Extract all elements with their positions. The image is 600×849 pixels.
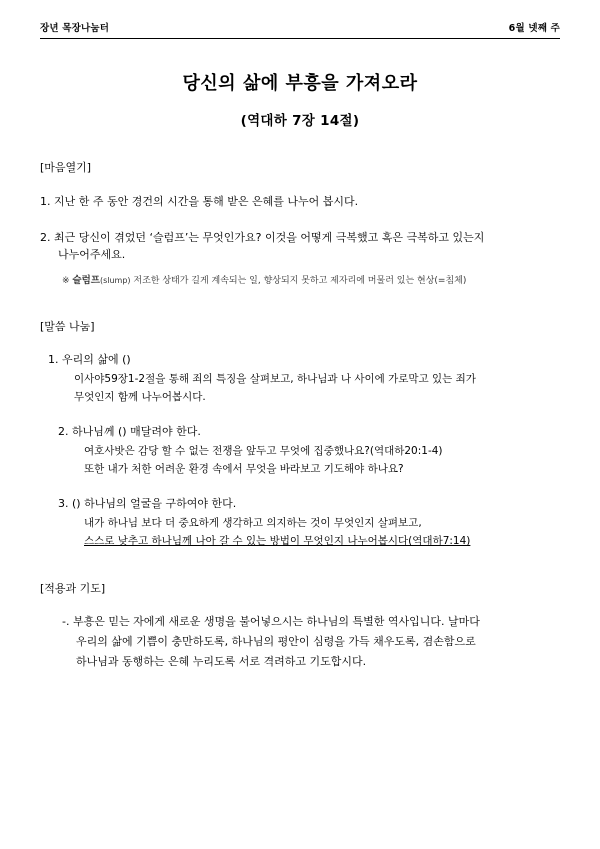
footnote-term-english: (slump) <box>99 275 131 285</box>
section-heading-opening: [마음열기] <box>40 161 92 174</box>
question-1-line-2: 무엇인지 함께 나누어봅시다. <box>74 390 206 403</box>
question-3-line-1: 내가 하나님 보다 더 중요하게 생각하고 의지하는 것이 무엇인지 살펴보고, <box>84 516 422 529</box>
document-subtitle: (역대하 7장 14절) <box>240 113 360 129</box>
footnote-mark: ※ <box>62 275 70 286</box>
question-2-line-2: 또한 내가 처한 어려운 환경 속에서 무엇을 바라보고 기도해야 하나요? <box>84 462 404 475</box>
question-2-prompt <box>58 422 560 441</box>
application-bullet-item <box>62 612 560 671</box>
opening-item-1: 1. 지난 한 주 동안 경건의 시간을 통해 받은 은혜를 나누어 봅시다. <box>40 195 359 208</box>
question-3-lead: 3. ( <box>58 497 77 511</box>
document-title: 당신의 삶에 부흥을 가져오라 <box>182 73 418 94</box>
document-content <box>40 20 560 829</box>
application-line-1-text: 부흥은 믿는 자에게 새로운 생명을 불어넣으시는 하나님의 특별한 역사입니다. 날마다 <box>72 615 480 629</box>
application-line-2: 우리의 삶에 기쁨이 충만하도록, 하나님의 평안이 심령을 가득 채우도록, 겸손함으로 <box>76 635 476 649</box>
question-2 <box>40 422 560 478</box>
question-2-close: ) 매달려야 한다. <box>122 425 201 439</box>
opening-item-2-line-2: 나누어주세요. <box>58 248 126 262</box>
question-1-lead: 1. 우리의 삶에 ( <box>48 353 127 367</box>
application-line-3: 하나님과 동행하는 은혜 누리도록 서로 격려하고 기도합시다. <box>76 654 367 668</box>
question-1 <box>40 350 560 406</box>
page-header <box>40 20 560 39</box>
question-1-prompt <box>48 350 560 369</box>
question-3-line-2-underlined: 스스로 낮추고 하나님께 나아 갈 수 있는 방법이 무엇인지 나누어봅시다(역대하7:14) <box>84 534 471 547</box>
question-3-prompt <box>58 494 560 513</box>
application-bullet-marker: -. <box>62 615 70 629</box>
question-3 <box>40 494 560 550</box>
opening-item-2-line-1: 2. 최근 당신이 겪었던 ‘슬럼프’는 무엇인가요? 이것을 어떻게 극복했고 혹은 극복하고 있는지 <box>40 230 485 244</box>
question-1-line-1: 이사야59장1-2절을 통해 죄의 특징을 살펴보고, 하나님과 나 사이에 가로막고 있는 죄가 <box>74 372 476 385</box>
question-2-line-1: 여호사밧은 감당 할 수 없는 전쟁을 앞두고 무엇에 집중했나요?(역대하20:1-4) <box>84 444 443 457</box>
footnote-text: 저조한 상태가 길게 계속되는 일, 향상되지 못하고 제자리에 머물러 있는 현상(=침체) <box>133 275 467 286</box>
question-2-lead: 2. 하나님께 ( <box>58 425 123 439</box>
header-right-text: 6월 넷째 주 <box>508 23 560 34</box>
section-heading-application-prayer: [적용과 기도] <box>40 582 106 596</box>
application-line-1 <box>62 612 560 632</box>
opening-item-2 <box>40 229 560 264</box>
question-3-close: ) 하나님의 얼굴을 구하여야 한다. <box>76 497 237 511</box>
question-1-close: ) <box>126 353 131 367</box>
section-heading-word-sharing: [말씀 나눔] <box>40 320 95 334</box>
header-left-text: 장년 목장나눔터 <box>40 23 110 34</box>
opening-footnote <box>62 274 560 289</box>
footnote-term: 슬럼프 <box>72 274 100 286</box>
